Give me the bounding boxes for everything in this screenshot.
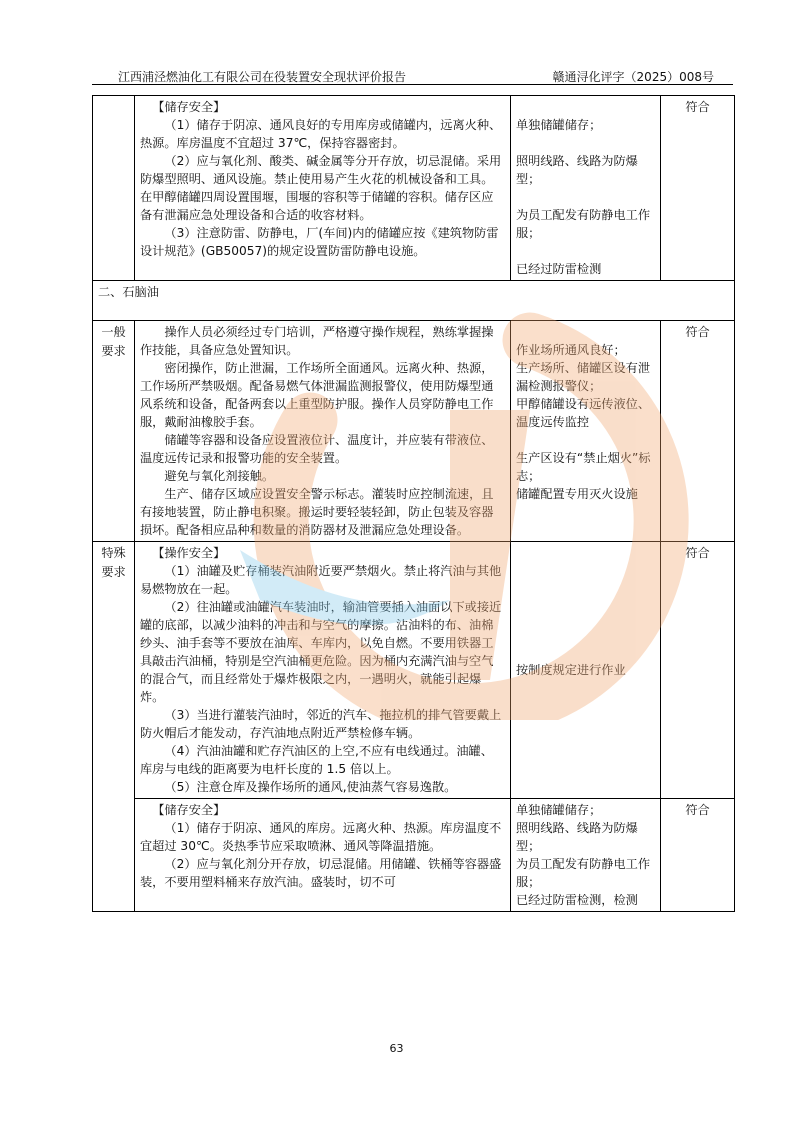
- category-cell-special: [93, 542, 135, 912]
- header-divider: [92, 84, 733, 85]
- measure-line: 为员工配发有防静电工作服；: [516, 857, 651, 889]
- requirement-cell: [135, 96, 511, 281]
- requirement-paragraph: （1）储存于阴凉、通风良好的专用库房或储罐内，远离火种、热源。库房温度不宜超过 37℃，保持容器密封。: [140, 118, 502, 150]
- requirement-paragraph: （2）应与氧化剂、酸类、碱金属等分开存放，切忌混储。采用防爆型照明、通风设施。禁止使用易产生火花的机械设备和工具。在甲醇储罐四周设置围堰，围堰的容积等于储罐的容积。储存区应备有泄漏应急处理设备和合适的收容材料。: [140, 154, 502, 222]
- requirement-paragraph: （3）当进行灌装汽油时，邻近的汽车、拖拉机的排气管要戴上防火帽后才能发动，存汽油地点附近严禁检修车辆。: [140, 708, 502, 740]
- requirement-paragraph: 避免与氧化剂接触。: [164, 469, 275, 483]
- safety-requirements-table: [92, 95, 735, 912]
- header-report-number: 赣通浔化评字（2025）008号: [552, 70, 714, 84]
- category-label: 要求: [101, 344, 126, 358]
- measure-spacer: [516, 242, 655, 260]
- result-cell: 符合: [661, 799, 735, 912]
- result-cell: 符合: [661, 96, 735, 281]
- measure-line: 甲醇储罐设有远传液位、温度远传监控: [516, 397, 651, 429]
- measure-line: 生产场所、储罐区设有泄漏检测报警仪；: [516, 361, 651, 393]
- requirement-cell: [135, 321, 511, 542]
- requirement-paragraph: （1）油罐及贮存桶装汽油附近要严禁烟火。禁止将汽油与其他易燃物放在一起。: [140, 564, 502, 596]
- requirement-cell: [135, 542, 511, 799]
- measure-spacer: [516, 134, 655, 152]
- table-row-special-operation: [93, 542, 735, 799]
- measure-spacer: [516, 431, 655, 449]
- measure-line: 为员工配发有防静电工作服；: [516, 208, 651, 240]
- measure-line: 已经过防雷检测，检测: [516, 893, 638, 907]
- requirement-paragraph: （1）储存于阴凉、通风的库房。远离火种、热源。库房温度不宜超过 30℃。炎热季节应采取喷淋、通风等降温措施。: [140, 821, 502, 853]
- requirement-paragraph: 生产、储存区域应设置安全警示标志。灌装时应控制流速，且有接地装置，防止静电积聚。搬运时要轻装轻卸，防止包装及容器损坏。配备相应品种和数量的消防器材及泄漏应急处理设备。: [140, 487, 494, 537]
- requirement-paragraph: （4）汽油油罐和贮存汽油区的上空,不应有电线通过。油罐、库房与电线的距离要为电杆长度的 1.5 倍以上。: [140, 744, 493, 776]
- measure-line: 按制度规定进行作业: [516, 663, 626, 677]
- measure-line: 生产区设有“禁止烟火”标志；: [516, 451, 651, 483]
- requirement-paragraph: 储罐等容器和设备应设置液位计、温度计，并应装有带液位、温度远传记录和报警功能的安全装置。: [140, 433, 494, 465]
- table-row-special-storage: [93, 799, 735, 912]
- measure-cell: [511, 799, 661, 912]
- requirement-paragraph: 操作人员必须经过专门培训，严格遵守操作规程，熟练掌握操作技能，具备应急处置知识。: [140, 325, 494, 357]
- measure-line: 照明线路、线路为防爆型；: [516, 154, 638, 186]
- page-number: 63: [389, 1042, 404, 1055]
- category-label: 特殊: [101, 546, 126, 560]
- section-title: 二、石脑油: [93, 281, 735, 321]
- result-cell: 符合: [661, 542, 735, 799]
- requirement-heading: 【储存安全】: [152, 803, 226, 817]
- category-label: 一般: [101, 325, 126, 339]
- section-row-naphtha: [93, 281, 735, 321]
- measure-line: 作业场所通风良好；: [516, 343, 626, 357]
- category-label: 要求: [101, 565, 126, 579]
- requirement-paragraph: （2）应与氧化剂分开存放，切忌混储。用储罐、铁桶等容器盛装，不要用塑料桶来存放汽油。盛装时，切不可: [140, 857, 502, 889]
- measure-cell: [511, 96, 661, 281]
- requirement-heading: 【储存安全】: [152, 100, 226, 114]
- category-cell-general: [93, 321, 135, 542]
- requirement-paragraph: （3）注意防雷、防静电，厂(车间)内的储罐应按《建筑物防雷设计规范》(GB50057)的规定设置防雷防静电设施。: [140, 226, 499, 258]
- header-report-title: 江西浦泾燃油化工有限公司在役装置安全现状评价报告: [118, 70, 407, 84]
- measure-cell: [511, 542, 661, 799]
- measure-spacer: [516, 188, 655, 206]
- measure-line: 单独储罐储存；: [516, 118, 602, 132]
- measure-line: 单独储罐储存；: [516, 803, 602, 817]
- requirement-paragraph: （5）注意仓库及操作场所的通风,使油蒸气容易逸散。: [164, 780, 457, 794]
- measure-line: 储罐配置专用灭火设施: [516, 487, 638, 501]
- table-row-general-requirements: [93, 321, 735, 542]
- measure-line: 照明线路、线路为防爆型；: [516, 821, 638, 853]
- requirement-paragraph: 密闭操作，防止泄漏，工作场所全面通风。远离火种、热源，工作场所严禁吸烟。配备易燃气体泄漏监测报警仪，使用防爆型通风系统和设备，配备两套以上重型防护服。操作人员穿防静电工作服，戴耐油橡胶手套。: [140, 361, 494, 429]
- measure-cell: [511, 321, 661, 542]
- requirement-heading: 【操作安全】: [152, 546, 226, 560]
- requirement-paragraph: （2）往油罐或油罐汽车装油时，输油管要插入油面以下或接近罐的底部，以减少油料的冲击和与空气的摩擦。沾油料的布、油棉纱头、油手套等不要放在油库、车库内，以免自燃。不要用铁器工具敲击汽油桶，特别是空汽油桶更危险。因为桶内充满汽油与空气的混合气，而且经常处于爆炸极限之内，一遇明火，就能引起爆炸。: [140, 600, 502, 704]
- category-cell-empty: [93, 96, 135, 281]
- measure-line: 已经过防雷检测: [516, 262, 602, 276]
- table-row-methanol-storage: [93, 96, 735, 281]
- requirement-cell: [135, 799, 511, 912]
- result-cell: 符合: [661, 321, 735, 542]
